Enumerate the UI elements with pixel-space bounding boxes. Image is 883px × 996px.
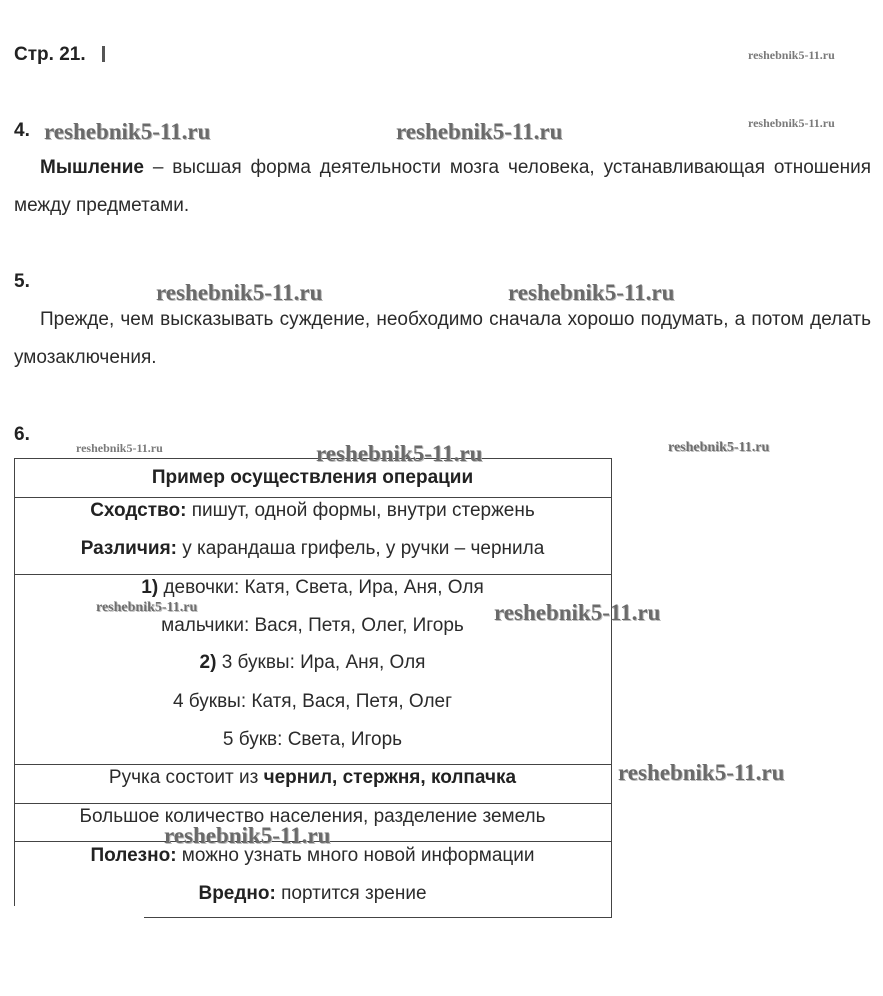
watermark: reshebnik5-11.ru: [748, 116, 835, 130]
watermark: reshebnik5-11.ru: [494, 600, 661, 625]
task4-definition: – высшая форма деятельности мозга человека, устанавливающая отношения между предметами.: [14, 157, 871, 216]
watermark: reshebnik5-11.ru: [396, 119, 563, 144]
analysis-row: Ручка состоит из чернил, стержня, колпачка: [108, 767, 517, 788]
classification-four-letters: 4 буквы: Катя, Вася, Петя, Олег: [172, 691, 453, 712]
watermark: reshebnik5-11.ru: [668, 440, 770, 455]
watermark: reshebnik5-11.ru: [508, 280, 675, 305]
table-line-bottom: [144, 917, 611, 918]
watermark: reshebnik5-11.ru: [156, 280, 323, 305]
classification-boys: мальчики: Вася, Петя, Олег, Игорь: [161, 615, 464, 636]
task4-number: 4.: [14, 120, 30, 141]
task5-text: Прежде, чем высказывать суждение, необходимо сначала хорошо подумать, а потом делать умозаключения.: [14, 309, 871, 368]
evaluation-harmful: Вредно: портится зрение: [198, 883, 427, 904]
table-border-right: [611, 458, 612, 918]
watermark: reshebnik5-11.ru: [618, 760, 785, 785]
watermark: reshebnik5-11.ru: [316, 441, 483, 466]
task4-term: Мышление: [40, 157, 144, 178]
classification-girls: 1) девочки: Катя, Света, Ира, Аня, Оля: [141, 577, 484, 598]
watermark: reshebnik5-11.ru: [96, 600, 198, 615]
classification-five-letters: 5 букв: Света, Игорь: [222, 729, 403, 750]
comparison-similarity: Сходство: пишут, одной формы, внутри стержень: [90, 500, 535, 521]
classification-three-letters: 2) 3 буквы: Ира, Аня, Оля: [199, 652, 426, 673]
generalization-row: Большое количество населения, разделение земель: [79, 806, 546, 827]
watermark: reshebnik5-11.ru: [748, 48, 835, 62]
task5-paragraph: [14, 301, 871, 377]
evaluation-useful: Полезно: можно узнать много новой информации: [90, 845, 535, 866]
comparison-difference: Различия: у карандаша грифель, у ручки – чернила: [80, 538, 545, 559]
page-label: Стр. 21.: [14, 44, 86, 65]
watermark: reshebnik5-11.ru: [76, 441, 163, 455]
task5-number: 5.: [14, 271, 30, 292]
task4-paragraph: [14, 149, 871, 225]
cut-mark: [102, 46, 105, 62]
table-header: Пример осуществления операции: [151, 467, 474, 488]
watermark: reshebnik5-11.ru: [44, 119, 211, 144]
task6-number: 6.: [14, 424, 30, 445]
watermark: reshebnik5-11.ru: [164, 823, 331, 848]
